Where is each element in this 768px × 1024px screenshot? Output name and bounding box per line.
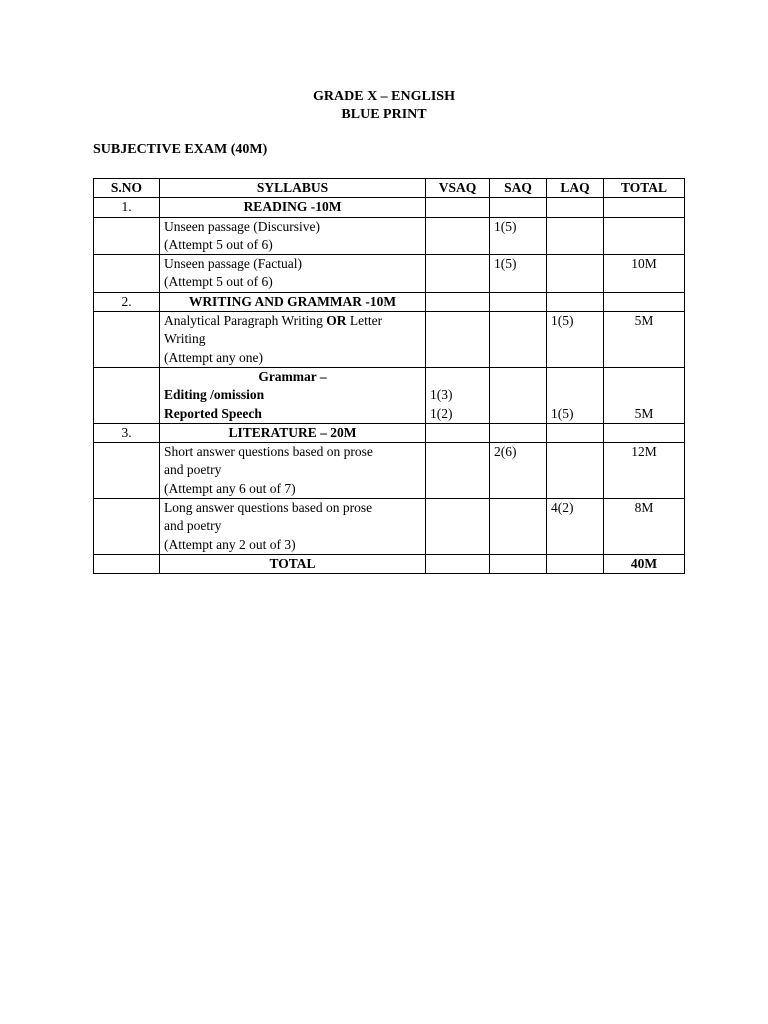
- section-heading: SUBJECTIVE EXAM (40M): [93, 142, 268, 157]
- table-row: [94, 255, 685, 293]
- empty-cell: [94, 554, 160, 573]
- table-header-row: [94, 179, 685, 198]
- table-row: [94, 443, 685, 499]
- empty-cell: [426, 255, 490, 293]
- empty-cell: [426, 554, 490, 573]
- syllabus-text: (Attempt any one): [164, 349, 263, 365]
- empty-cell: [490, 292, 547, 311]
- section-heading-reading: READING -10M: [160, 198, 426, 217]
- title-line-grade: GRADE X – ENGLISH: [313, 89, 455, 104]
- empty-cell: [490, 367, 547, 423]
- empty-cell: [94, 443, 160, 499]
- syllabus-text: (Attempt 5 out of 6): [164, 236, 273, 252]
- table-row: [94, 423, 685, 442]
- syllabus-text: Grammar –: [258, 368, 327, 384]
- sno-cell: 1.: [94, 198, 160, 217]
- syllabus-text: and poetry: [164, 518, 222, 534]
- empty-cell: [490, 312, 547, 368]
- blueprint-table: [93, 178, 685, 574]
- table-total-row: [94, 554, 685, 573]
- section-heading-writing: WRITING AND GRAMMAR -10M: [160, 292, 426, 311]
- col-header-total: TOTAL: [604, 179, 685, 198]
- vsaq-value: 1(3): [430, 387, 453, 403]
- total-label: TOTAL: [160, 554, 426, 573]
- empty-cell: [94, 499, 160, 555]
- syllabus-text: Editing /omission: [164, 387, 265, 403]
- col-header-saq: SAQ: [490, 179, 547, 198]
- vsaq-value: 1(2): [430, 405, 453, 421]
- syllabus-text: Short answer questions based on prose: [164, 444, 373, 460]
- total-cell: 10M: [604, 255, 685, 293]
- syllabus-cell: [160, 255, 426, 293]
- empty-cell: [604, 423, 685, 442]
- empty-cell: [490, 198, 547, 217]
- syllabus-cell: [160, 312, 426, 368]
- sno-cell: 3.: [94, 423, 160, 442]
- empty-cell: [426, 423, 490, 442]
- empty-cell: [547, 198, 604, 217]
- col-header-sno: S.NO: [94, 179, 160, 198]
- table-row: [94, 312, 685, 368]
- saq-cell: 2(6): [490, 443, 547, 499]
- empty-cell: [94, 217, 160, 255]
- empty-cell: [604, 198, 685, 217]
- title-line-blueprint: BLUE PRINT: [341, 107, 427, 122]
- section-heading-literature: LITERATURE – 20M: [160, 423, 426, 442]
- syllabus-text: Long answer questions based on prose: [164, 500, 373, 516]
- col-header-vsaq: VSAQ: [426, 179, 490, 198]
- saq-cell: 1(5): [490, 255, 547, 293]
- sno-cell: 2.: [94, 292, 160, 311]
- table-row: [94, 217, 685, 255]
- empty-cell: [426, 443, 490, 499]
- syllabus-text-part: Analytical Paragraph Writing: [164, 313, 327, 329]
- syllabus-cell: [160, 217, 426, 255]
- empty-cell: [94, 312, 160, 368]
- saq-cell: 1(5): [490, 217, 547, 255]
- total-cell: 5M: [604, 367, 685, 423]
- empty-cell: [490, 423, 547, 442]
- syllabus-text: Reported Speech: [164, 405, 262, 421]
- table-row: [94, 198, 685, 217]
- syllabus-text-or: OR: [326, 313, 347, 329]
- vsaq-cell: [426, 367, 490, 423]
- laq-cell: 4(2): [547, 499, 604, 555]
- total-cell: 12M: [604, 443, 685, 499]
- empty-cell: [547, 554, 604, 573]
- syllabus-text: [164, 312, 421, 330]
- empty-cell: [547, 443, 604, 499]
- total-cell: 8M: [604, 499, 685, 555]
- document-title: [0, 88, 768, 124]
- table-row: [94, 292, 685, 311]
- syllabus-text: (Attempt 5 out of 6): [164, 274, 273, 290]
- empty-cell: [604, 292, 685, 311]
- empty-cell: [94, 367, 160, 423]
- empty-cell: [604, 217, 685, 255]
- empty-cell: [547, 255, 604, 293]
- grand-total-value: 40M: [604, 554, 685, 573]
- syllabus-cell: [160, 367, 426, 423]
- col-header-laq: LAQ: [547, 179, 604, 198]
- empty-cell: [490, 499, 547, 555]
- empty-cell: [426, 292, 490, 311]
- empty-cell: [547, 217, 604, 255]
- empty-cell: [94, 255, 160, 293]
- laq-cell: 1(5): [547, 312, 604, 368]
- empty-cell: [426, 499, 490, 555]
- col-header-syllabus: SYLLABUS: [160, 179, 426, 198]
- syllabus-text-part: Letter: [346, 313, 383, 329]
- syllabus-text: Unseen passage (Factual): [164, 256, 302, 272]
- empty-cell: [426, 312, 490, 368]
- syllabus-text: Writing: [164, 331, 206, 347]
- table-row: [94, 367, 685, 423]
- syllabus-text: (Attempt any 2 out of 3): [164, 536, 296, 552]
- syllabus-text: Unseen passage (Discursive): [164, 218, 320, 234]
- syllabus-text: and poetry: [164, 462, 222, 478]
- empty-cell: [426, 217, 490, 255]
- empty-cell: [490, 554, 547, 573]
- empty-cell: [547, 292, 604, 311]
- total-cell: 5M: [604, 312, 685, 368]
- empty-cell: [547, 423, 604, 442]
- laq-cell: 1(5): [547, 367, 604, 423]
- empty-cell: [426, 198, 490, 217]
- syllabus-cell: [160, 499, 426, 555]
- table-row: [94, 499, 685, 555]
- syllabus-text: (Attempt any 6 out of 7): [164, 480, 296, 496]
- syllabus-cell: [160, 443, 426, 499]
